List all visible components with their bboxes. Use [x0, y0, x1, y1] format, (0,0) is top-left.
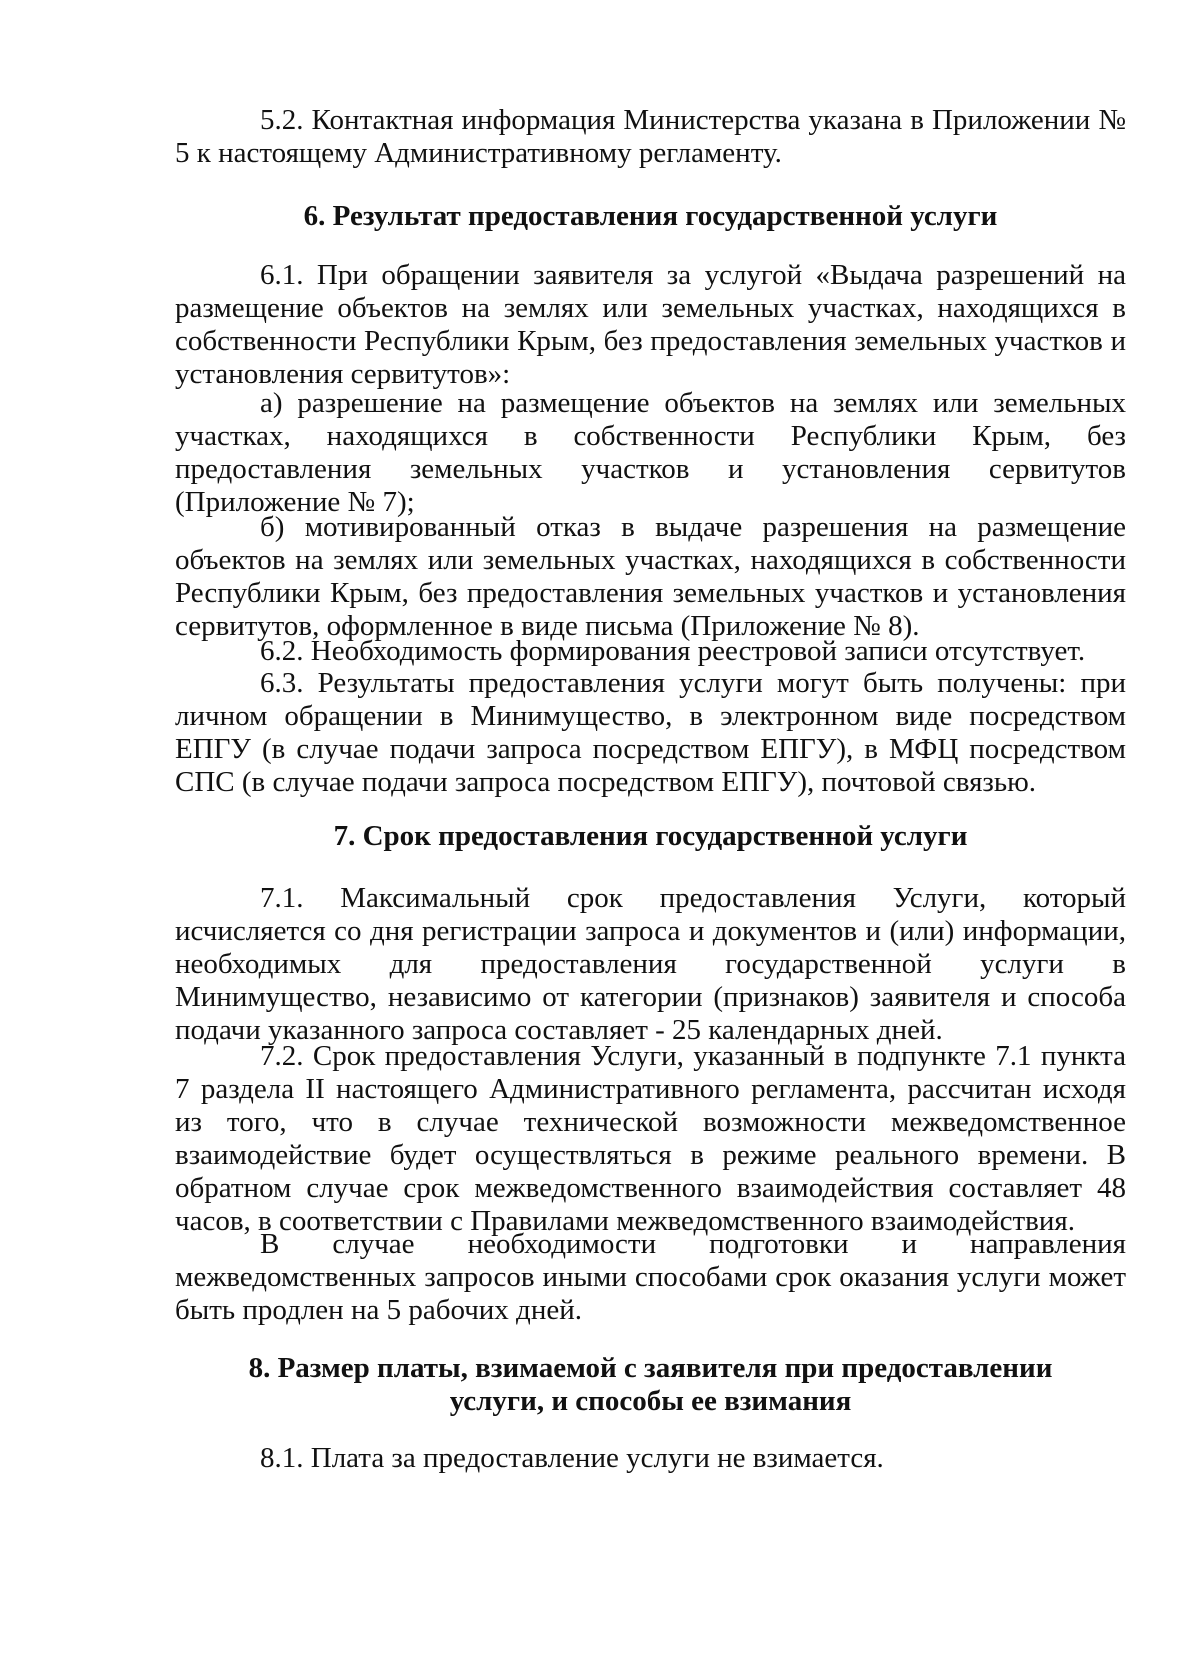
section-heading-7: 7. Срок предоставления государственной услуги [333, 820, 968, 852]
paragraph-7-3 [175, 1228, 1126, 1327]
section-heading-6: 6. Результат предоставления государственной услуги [303, 200, 998, 232]
paragraph-5-2: 5.2. Контактная информация Министерства указана в Приложении № 5 к настоящему Административному регламенту. [175, 104, 1126, 169]
paragraph-7-2: 7.2. Срок предоставления Услуги, указанный в подпункте 7.1 пункта 7 раздела II настоящего Административного регламента, рассчитан исходя из того, что в случае технической возможности межведомственное взаимодействие будет осуществляться в режиме реального времени. В обратном случае срок межведомственного взаимодействия составляет 48 часов, в соответствии с Правилами межведомственного взаимодействия. [175, 1040, 1126, 1237]
section-heading-8-line-2: услуги, и способы ее взимания [449, 1385, 852, 1417]
paragraph-7-1: 7.1. Максимальный срок предоставления Услуги, который исчисляется со дня регистрации запроса и документов и (или) информации, необходимых для предоставления государственной услуги в Минимущество, независимо от категории (признаков) заявителя и способа подачи указанного запроса составляет - 25 календарных дней. [175, 882, 1126, 1046]
section-heading-8-line-1: 8. Размер платы, взимаемой с заявителя при предоставлении [248, 1352, 1053, 1384]
paragraph-6-2: 6.2. Необходимость формирования реестровой записи отсутствует. [260, 635, 1086, 667]
paragraph-6-1: 6.1. При обращении заявителя за услугой «Выдача разрешений на размещение объектов на землях или земельных участках, находящихся в собственности Республики Крым, без предоставления земельных участков и установления сервитутов»: [175, 259, 1126, 390]
paragraph-8-1: 8.1. Плата за предоставление услуги не взимается. [260, 1442, 884, 1474]
paragraph-6-3: 6.3. Результаты предоставления услуги могут быть получены: при личном обращении в Минимущество, в электронном виде посредством ЕПГУ (в случае подачи запроса посредством ЕПГУ), в МФЦ посредством СПС (в случае подачи запроса посредством ЕПГУ), почтовой связью. [175, 667, 1126, 798]
paragraph-6-1-a: а) разрешение на размещение объектов на землях или земельных участках, находящихся в собственности Республики Крым, без предоставления земельных участков и установления сервитутов (Приложение № 7); [175, 387, 1126, 518]
paragraph-7-3-first-line: В случае необходимости подготовки и направления [260, 1228, 1126, 1260]
paragraph-7-3-continuation: межведомственных запросов иными способами срок оказания услуги может быть продлен на 5 рабочих дней. [175, 1261, 1126, 1326]
paragraph-6-1-b: б) мотивированный отказ в выдаче разрешения на размещение объектов на землях или земельных участках, находящихся в собственности Республики Крым, без предоставления земельных участков и установления сервитутов, оформленное в виде письма (Приложение № 8). [175, 511, 1126, 642]
section-heading-8 [175, 1352, 1126, 1418]
